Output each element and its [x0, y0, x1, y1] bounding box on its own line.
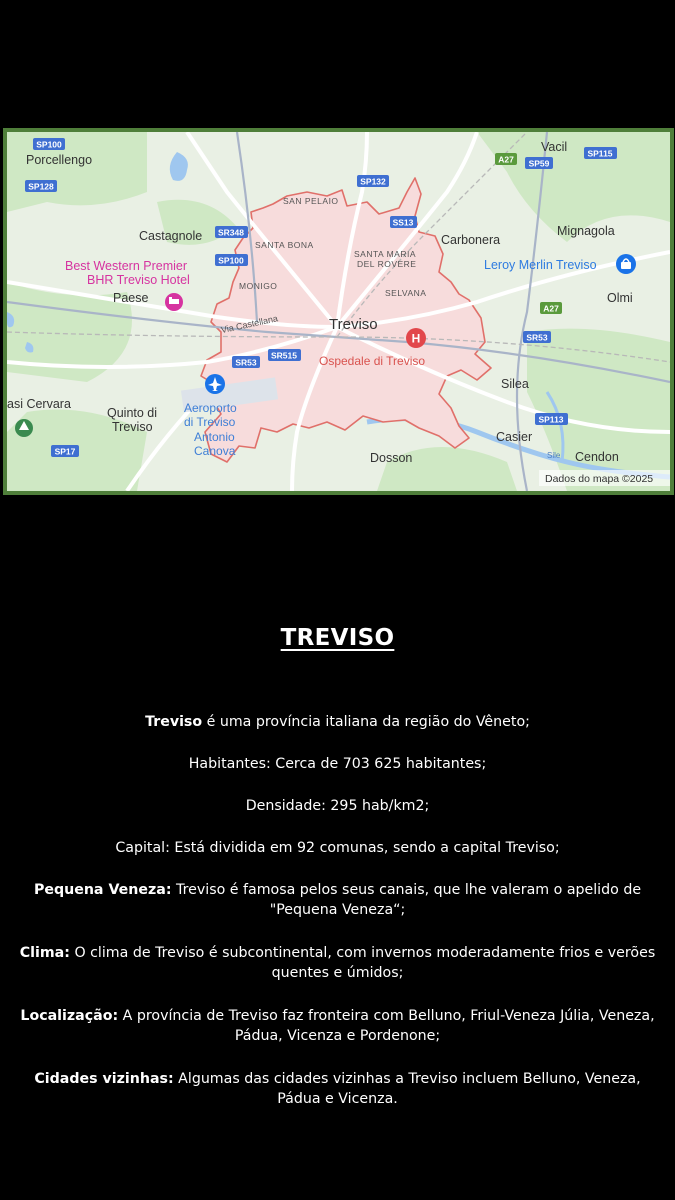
shopping-bag-icon[interactable]: [616, 254, 636, 274]
road-shield-sp115: [584, 147, 617, 159]
svg-text:SP100: SP100: [36, 139, 62, 150]
poi-leroy-label: Leroy Merlin Treviso: [484, 258, 597, 272]
road-shield-a27b: [540, 302, 562, 314]
svg-text:Canova: Canova: [194, 444, 236, 458]
river-label-sile: Sile: [547, 451, 561, 460]
fact-item: [0, 712, 675, 732]
page-title: TREVISO: [280, 625, 395, 651]
place-vacil: Vacil: [541, 140, 568, 154]
svg-text:SP113: SP113: [538, 414, 564, 425]
fact-text: Densidade: 295 hab/km2;: [245, 798, 430, 814]
svg-text:SR53: SR53: [235, 357, 257, 368]
road-shield-sp128: [25, 180, 57, 192]
district-santa-bona: SANTA BONA: [255, 240, 314, 250]
map-canvas[interactable]: [7, 132, 670, 491]
svg-text:SR53: SR53: [526, 332, 548, 343]
road-shield-sr515: [268, 349, 301, 361]
road-shield-sp59: [525, 157, 553, 169]
svg-text:SP115: SP115: [587, 148, 613, 159]
road-shield-sp113: [535, 413, 568, 425]
svg-text:SR515: SR515: [271, 350, 297, 361]
fact-text: A província de Treviso faz fronteira com Belluno, Friul-Veneza Júlia, Veneza, Pádua, Vicenza e Pordenone;: [118, 1008, 655, 1044]
fact-text: Habitantes: Cerca de 703 625 habitantes;: [188, 756, 487, 772]
street-via-castellana: Via Castellana: [220, 313, 279, 336]
fact-text: Capital: Está dividida em 92 comunas, sendo a capital Treviso;: [115, 840, 560, 856]
svg-text:H: H: [411, 331, 421, 346]
place-porcellengo: Porcellengo: [26, 153, 93, 167]
place-paese: Paese: [113, 291, 149, 305]
svg-text:SP128: SP128: [28, 181, 54, 192]
fact-label: Localização:: [20, 1008, 119, 1024]
district-san-pelaio: SAN PELAIO: [283, 196, 339, 206]
road-shield-sp100b: [215, 254, 248, 266]
svg-text:Aeroporto: Aeroporto: [184, 401, 237, 415]
place-carbonera: Carbonera: [441, 233, 501, 247]
svg-text:A27: A27: [498, 154, 514, 165]
fact-item: [0, 838, 675, 858]
hotel-pin-icon[interactable]: [165, 293, 183, 311]
airport-pin-icon[interactable]: [205, 374, 225, 394]
place-quinto-2: Treviso: [112, 420, 153, 434]
svg-text:SP59: SP59: [528, 158, 550, 169]
fact-label: Pequena Veneza:: [33, 882, 172, 898]
place-olmi: Olmi: [607, 291, 633, 305]
district-santa-maria: SANTA MARIA: [354, 249, 417, 259]
place-quinto: Quinto di: [107, 406, 158, 420]
fact-label: Clima:: [19, 945, 70, 961]
place-treviso: Treviso: [329, 316, 378, 333]
fact-text: Treviso é famosa pelos seus canais, que lhe valeram o apelido de "Pequena Veneza“;: [171, 882, 642, 918]
svg-text:SR348: SR348: [218, 227, 244, 238]
road-shield-ss13: [390, 216, 417, 228]
fact-label: Treviso: [145, 714, 203, 730]
map[interactable]: [3, 128, 674, 495]
map-attribution: Dados do mapa ©2025: [545, 473, 654, 485]
road-shield-a27a: [495, 153, 517, 165]
park-pin-icon[interactable]: [15, 419, 33, 437]
place-casier: Casier: [496, 430, 533, 444]
svg-text:SP132: SP132: [360, 176, 386, 187]
road-shield-sr53a: [523, 331, 551, 343]
place-oasi-cervara: asi Cervara: [7, 397, 71, 411]
fact-text: O clima de Treviso é subcontinental, com invernos moderadamente frios e verões quentes e úmidos;: [69, 945, 656, 981]
fact-label: Cidades vizinhas:: [34, 1071, 174, 1087]
hospital-pin-icon[interactable]: [406, 328, 426, 348]
road-shield-sp100a: [33, 138, 65, 150]
info-section: [0, 615, 675, 1107]
place-dosson: Dosson: [370, 451, 413, 465]
poi-hotel-label-2: BHR Treviso Hotel: [87, 273, 190, 287]
road-shield-sr53b: [232, 356, 260, 368]
svg-text:Antonio: Antonio: [194, 430, 235, 444]
svg-text:di Treviso: di Treviso: [184, 415, 236, 429]
svg-text:SP100: SP100: [218, 255, 244, 266]
fact-item: [0, 880, 675, 920]
road-shield-sp132: [357, 175, 389, 187]
poi-hospital-label: Ospedale di Treviso: [319, 354, 426, 368]
svg-text:A27: A27: [543, 303, 559, 314]
place-silea: Silea: [501, 377, 529, 391]
fact-text: Algumas das cidades vizinhas a Treviso incluem Belluno, Veneza, Pádua e Vicenza.: [173, 1071, 641, 1107]
road-shield-sr348: [215, 226, 248, 238]
district-monigo: MONIGO: [239, 281, 278, 291]
fact-text: é uma província italiana da região do Vêneto;: [202, 714, 530, 730]
svg-text:SP17: SP17: [54, 446, 76, 457]
fact-item: [0, 1006, 675, 1046]
road-shield-sp17: [51, 445, 79, 457]
place-cendon: Cendon: [575, 450, 619, 464]
fact-item: [0, 1069, 675, 1109]
fact-item: [0, 796, 675, 816]
place-castagnole: Castagnole: [139, 229, 203, 243]
fact-item: [0, 754, 675, 774]
poi-hotel-label-1: Best Western Premier: [65, 259, 188, 273]
district-del-rovere: DEL ROVERE: [357, 259, 417, 269]
fact-item: [0, 943, 675, 983]
svg-text:SS13: SS13: [392, 217, 414, 228]
place-mignagola: Mignagola: [557, 224, 615, 238]
district-selvana: SELVANA: [385, 288, 427, 298]
